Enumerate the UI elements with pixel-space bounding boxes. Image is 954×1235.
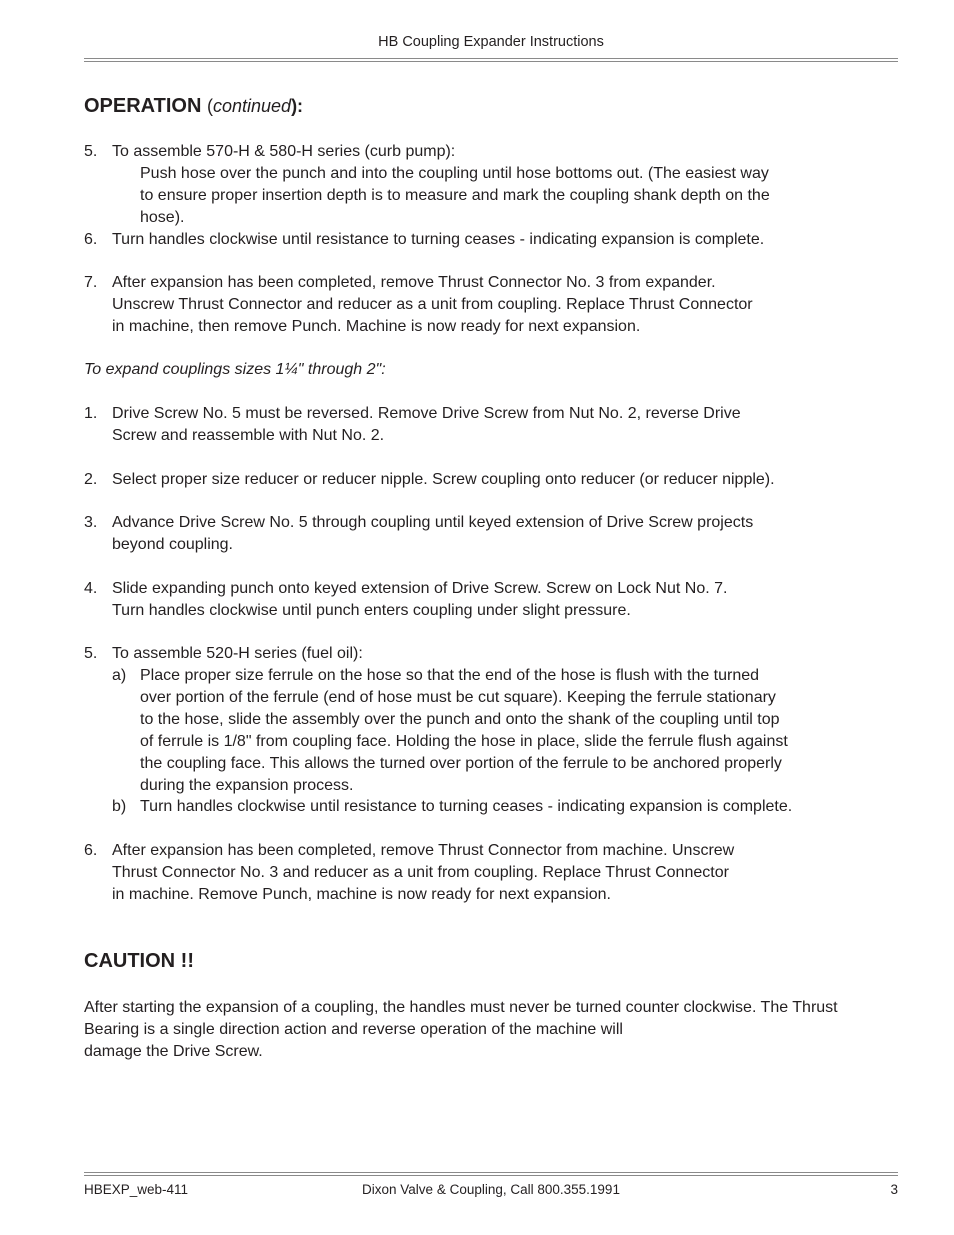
step-number: 1. xyxy=(84,405,98,422)
step-number: 2. xyxy=(84,471,98,488)
step-number: 7. xyxy=(84,274,98,291)
step-number: 4. xyxy=(84,580,98,597)
sub-step-text: to the hose, slide the assembly over the punch and onto the shank of the coupling until top xyxy=(140,711,780,728)
sub-step-a xyxy=(112,665,788,797)
footer-page-number: 3 xyxy=(890,1182,898,1197)
sub-step-text: Place proper size ferrule on the hose so that the end of the hose is flush with the turned xyxy=(140,667,760,684)
step-text: Turn handles clockwise until resistance to turning ceases - indicating expansion is complete. xyxy=(112,231,765,248)
step-number: 5. xyxy=(84,645,98,662)
header-rule-top xyxy=(84,58,898,59)
section-note: To expand couplings sizes 1¼" through 2": xyxy=(84,361,386,378)
step-b-6 xyxy=(84,840,864,906)
sub-step-text: over portion of the ferrule (end of hose must be cut square). Keeping the ferrule stationary xyxy=(140,689,776,706)
step-text: Push hose over the punch and into the coupling until hose bottoms out. (The easiest way xyxy=(140,165,769,182)
step-text: After expansion has been completed, remove Thrust Connector from machine. Unscrew xyxy=(112,842,735,859)
sub-step-text: the coupling face. This allows the turned over portion of the ferrule to be anchored properly xyxy=(140,755,782,772)
operation-heading-text: OPERATION xyxy=(84,95,202,117)
step-text: to ensure proper insertion depth is to measure and mark the coupling shank depth on the xyxy=(140,187,770,204)
sub-step-text: Turn handles clockwise until resistance to turning ceases - indicating expansion is complete. xyxy=(140,798,793,815)
step-number: 6. xyxy=(84,231,98,248)
step-text: To assemble 570-H & 580-H series (curb pump): xyxy=(112,143,456,160)
caution-text: damage the Drive Screw. xyxy=(84,1043,263,1060)
step-number: 5. xyxy=(84,143,98,160)
step-b-2 xyxy=(84,469,864,491)
step-number: 3. xyxy=(84,514,98,531)
footer-company: Dixon Valve & Coupling, Call 800.355.1991 xyxy=(362,1182,620,1197)
step-text: After expansion has been completed, remove Thrust Connector No. 3 from expander. xyxy=(112,274,716,291)
operation-subheading: (continued): xyxy=(206,96,304,116)
step-b-4 xyxy=(84,578,864,622)
caution-heading: CAUTION !! xyxy=(84,950,194,972)
caution-text: Bearing is a single direction action and reverse operation of the machine will xyxy=(84,1021,623,1038)
step-b-1 xyxy=(84,403,864,447)
step-a-5 xyxy=(84,141,864,229)
operation-heading xyxy=(84,95,303,118)
caution-paragraph xyxy=(84,997,838,1063)
step-b-3 xyxy=(84,512,864,556)
sub-step-text: during the expansion process. xyxy=(140,777,354,794)
step-text: Thrust Connector No. 3 and reducer as a unit from coupling. Replace Thrust Connector xyxy=(112,864,729,881)
step-text: Turn handles clockwise until punch enters coupling under slight pressure. xyxy=(112,602,631,619)
header-rule-bottom xyxy=(84,61,898,62)
step-a-6 xyxy=(84,229,864,251)
step-text: beyond coupling. xyxy=(112,536,233,553)
sub-step-b xyxy=(112,796,792,818)
step-b-5 xyxy=(84,643,864,665)
step-text: Drive Screw No. 5 must be reversed. Remove Drive Screw from Nut No. 2, reverse Drive xyxy=(112,405,741,422)
footer-doc-code: HBEXP_web-411 xyxy=(84,1182,189,1197)
step-text: To assemble 520-H series (fuel oil): xyxy=(112,645,363,662)
step-text: Screw and reassemble with Nut No. 2. xyxy=(112,427,385,444)
step-text: in machine. Remove Punch, machine is now ready for next expansion. xyxy=(112,886,611,903)
sub-step-letter: a) xyxy=(112,667,127,684)
footer-rule-bottom xyxy=(84,1175,898,1176)
caution-text: After starting the expansion of a coupling, the handles must never be turned counter clockwise. The Thrust xyxy=(84,999,838,1016)
page-header-title: HB Coupling Expander Instructions xyxy=(378,34,604,50)
step-text: in machine, then remove Punch. Machine is now ready for next expansion. xyxy=(112,318,641,335)
sub-step-text: of ferrule is 1/8" from coupling face. Holding the hose in place, slide the ferrule flush against xyxy=(140,733,788,750)
step-text: Advance Drive Screw No. 5 through coupling until keyed extension of Drive Screw projects xyxy=(112,514,754,531)
step-text: hose). xyxy=(140,209,185,226)
step-text: Select proper size reducer or reducer nipple. Screw coupling onto reducer (or reducer nipple). xyxy=(112,471,775,488)
step-text: Slide expanding punch onto keyed extension of Drive Screw. Screw on Lock Nut No. 7. xyxy=(112,580,728,597)
footer-rule-top xyxy=(84,1172,898,1173)
step-a-7 xyxy=(84,272,864,338)
step-text: Unscrew Thrust Connector and reducer as a unit from coupling. Replace Thrust Connector xyxy=(112,296,753,313)
sub-step-letter: b) xyxy=(112,798,127,815)
step-number: 6. xyxy=(84,842,98,859)
